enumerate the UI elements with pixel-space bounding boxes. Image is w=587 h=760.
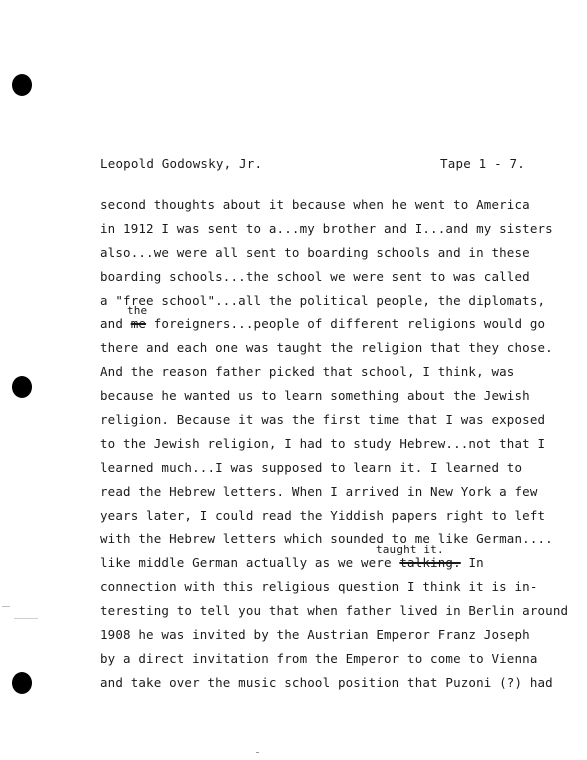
- text-line-corrected: [100, 304, 546, 336]
- text-line: boarding schools...the school we were sent to was called: [100, 268, 530, 284]
- struck-word: me: [130, 316, 147, 332]
- margin-mark: [14, 618, 38, 619]
- punch-hole: [12, 376, 32, 398]
- punch-hole: [12, 74, 32, 96]
- margin-mark: [256, 752, 259, 753]
- text-line: and take over the music school position that Puzoni (?) had: [100, 674, 553, 690]
- inserted-correction: the: [127, 304, 148, 318]
- text-line: read the Hebrew letters. When I arrived in New York a few: [100, 483, 538, 499]
- text-line: to the Jewish religion, I had to study Hebrew...not that I: [100, 435, 546, 451]
- text-line: 1908 he was invited by the Austrian Emperor Franz Joseph: [100, 627, 530, 643]
- transcript-body: [100, 193, 569, 695]
- struck-word: talking.: [399, 555, 461, 571]
- text-line: with the Hebrew letters which sounded to me like German....: [100, 531, 553, 547]
- inserted-correction: taught it.: [376, 543, 444, 557]
- text-line: second thoughts about it because when he went to America: [100, 197, 530, 212]
- text-segment: like middle German actually as we were: [100, 555, 400, 571]
- text-line-corrected: [100, 543, 540, 575]
- text-line: also...we were all sent to boarding schools and in these: [100, 244, 530, 260]
- text-line: because he wanted us to learn something about the Jewish: [100, 388, 530, 404]
- text-segment: In: [460, 555, 484, 571]
- text-segment: foreigners...people of different religions would go: [146, 316, 546, 332]
- text-line: religion. Because it was the first time that I was exposed: [100, 412, 546, 428]
- text-line: And the reason father picked that school, I think, was: [100, 364, 515, 380]
- text-line: a "free school"...all the political people, the diplomats,: [100, 292, 546, 308]
- text-line: by a direct invitation from the Emperor to come to Vienna: [100, 650, 538, 666]
- punch-hole: [12, 672, 32, 694]
- text-line: years later, I could read the Yiddish papers right to left: [100, 507, 546, 523]
- speaker-name: Leopold Godowsky, Jr.: [100, 156, 263, 171]
- text-line: learned much...I was supposed to learn it. I learned to: [100, 459, 523, 475]
- page-number: Tape 1 - 7.: [440, 156, 525, 171]
- page-header: [100, 156, 525, 174]
- text-segment: and: [100, 316, 131, 332]
- text-line: in 1912 I was sent to a...my brother and I...and my sisters: [100, 220, 553, 236]
- text-line: there and each one was taught the religion that they chose.: [100, 340, 553, 356]
- margin-mark: [2, 606, 10, 607]
- text-line: connection with this religious question I think it is in-: [100, 579, 538, 595]
- text-line: teresting to tell you that when father lived in Berlin around: [100, 603, 569, 619]
